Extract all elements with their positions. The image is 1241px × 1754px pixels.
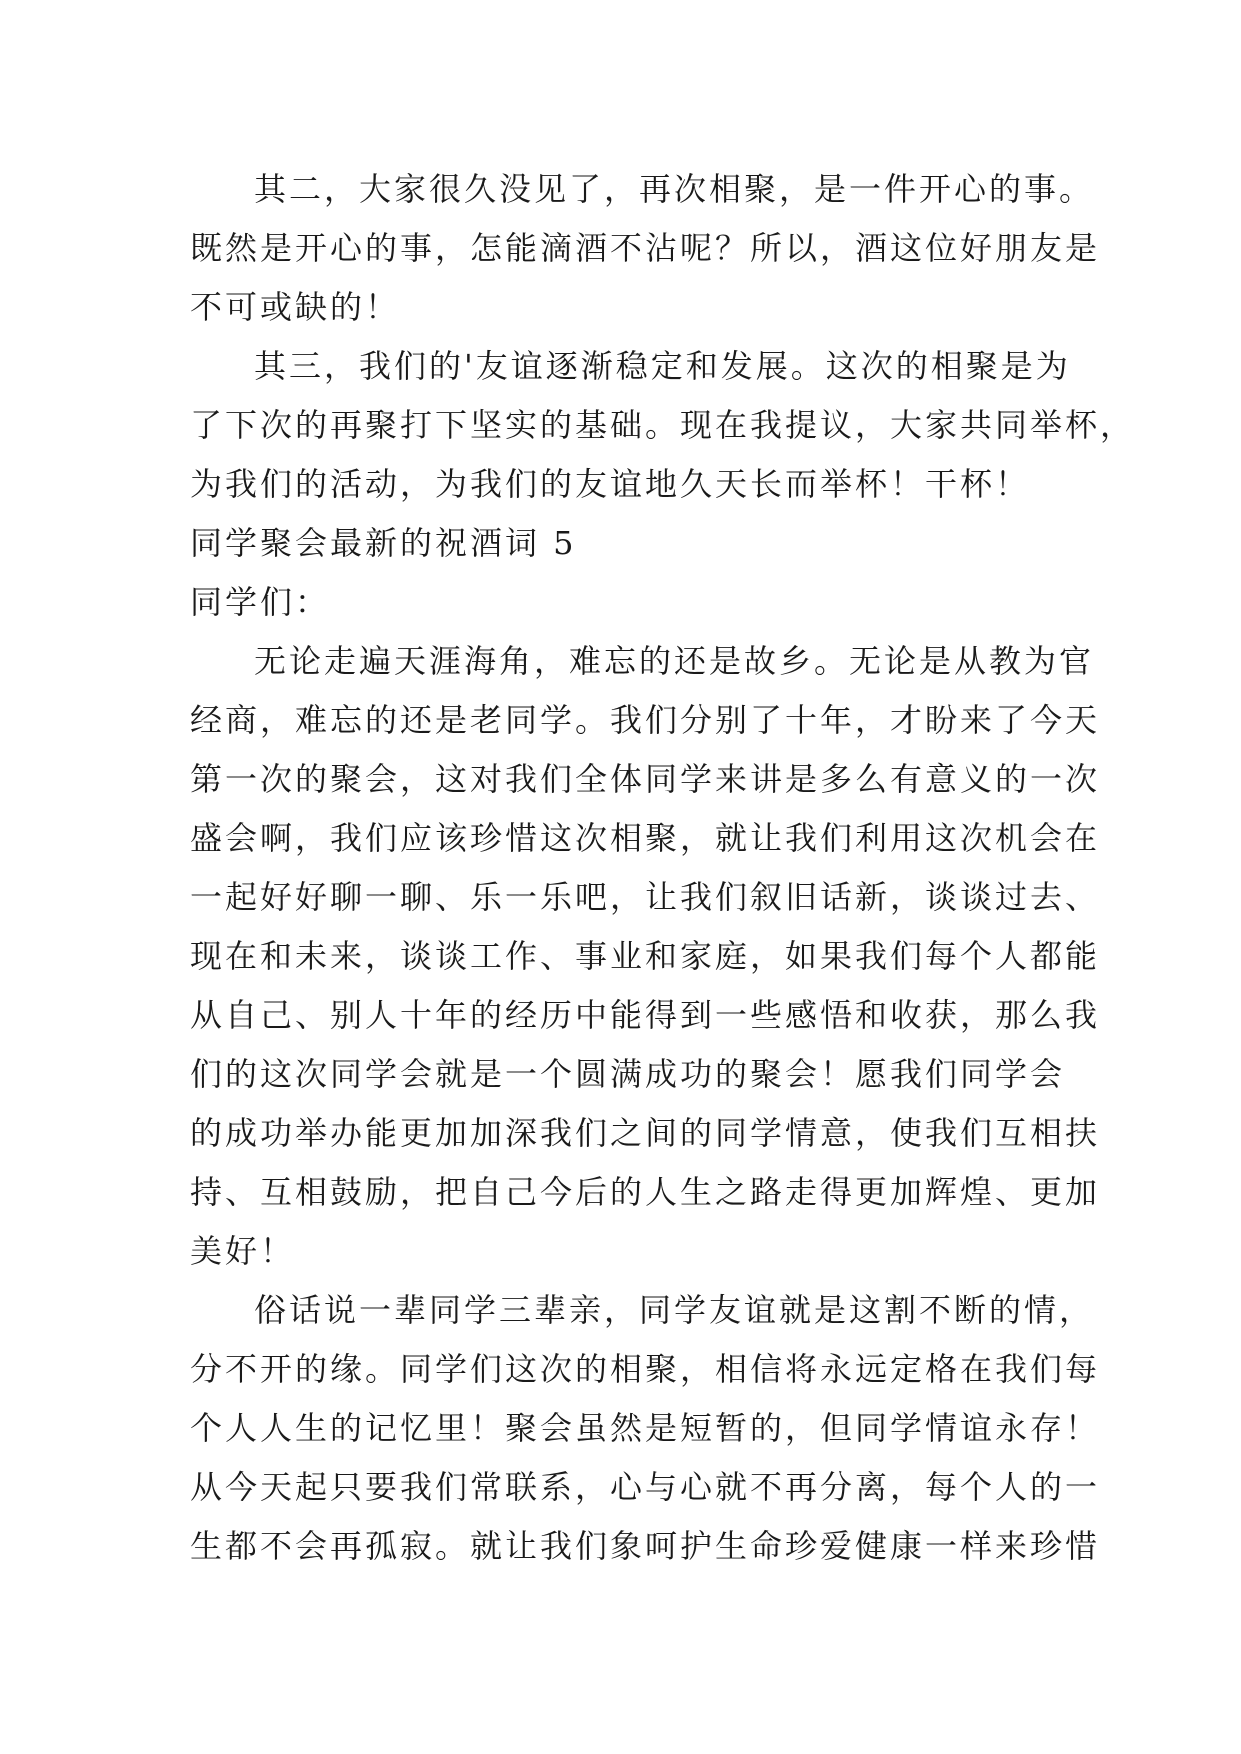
paragraph-line: 美好！ <box>190 1232 296 1270</box>
paragraph-line: 现在和未来，谈谈工作、事业和家庭，如果我们每个人都能 <box>190 937 1101 975</box>
paragraph-line: 的成功举办能更加加深我们之间的同学情意，使我们互相扶 <box>190 1114 1101 1152</box>
paragraph-line: 们的这次同学会就是一个圆满成功的聚会！愿我们同学会 <box>190 1055 1066 1093</box>
paragraph-line: 一起好好聊一聊、乐一乐吧，让我们叙旧话新，谈谈过去、 <box>190 878 1101 916</box>
paragraph-line: 无论走遍天涯海角，难忘的还是故乡。无论是从教为官 <box>254 642 1095 680</box>
paragraph-line: 生都不会再孤寂。就让我们象呵护生命珍爱健康一样来珍惜 <box>190 1527 1101 1565</box>
document-body <box>190 160 1136 1576</box>
paragraph-line: 其三，我们的'友谊逐渐稳定和发展。这次的相聚是为 <box>254 347 1071 385</box>
paragraph-line: 了下次的再聚打下坚实的基础。现在我提议，大家共同举杯， <box>190 406 1136 444</box>
paragraph-line: 第一次的聚会，这对我们全体同学来讲是多么有意义的一次 <box>190 760 1101 798</box>
paragraph-line: 从自己、别人十年的经历中能得到一些感悟和收获，那么我 <box>190 996 1101 1034</box>
paragraph-line: 盛会啊，我们应该珍惜这次相聚，就让我们利用这次机会在 <box>190 819 1101 857</box>
paragraph-line: 俗话说一辈同学三辈亲，同学友谊就是这割不断的情， <box>254 1291 1095 1329</box>
paragraph-line: 分不开的缘。同学们这次的相聚，相信将永远定格在我们每 <box>190 1350 1101 1388</box>
paragraph-line: 从今天起只要我们常联系，心与心就不再分离，每个人的一 <box>190 1468 1101 1506</box>
paragraph-line: 持、互相鼓励，把自己今后的人生之路走得更加辉煌、更加 <box>190 1173 1101 1211</box>
paragraph-line: 个人人生的记忆里！聚会虽然是短暂的，但同学情谊永存！ <box>190 1409 1101 1447</box>
paragraph-line: 其二，大家很久没见了，再次相聚，是一件开心的事。 <box>254 170 1095 208</box>
section-heading: 同学聚会最新的祝酒词 5 <box>190 524 577 562</box>
salutation: 同学们： <box>190 583 331 621</box>
paragraph-line: 不可或缺的！ <box>190 288 401 326</box>
paragraph-line: 为我们的活动，为我们的友谊地久天长而举杯！干杯！ <box>190 465 1031 503</box>
paragraph-line: 既然是开心的事，怎能滴酒不沾呢？所以，酒这位好朋友是 <box>190 229 1101 267</box>
paragraph-line: 经商，难忘的还是老同学。我们分别了十年，才盼来了今天 <box>190 701 1101 739</box>
